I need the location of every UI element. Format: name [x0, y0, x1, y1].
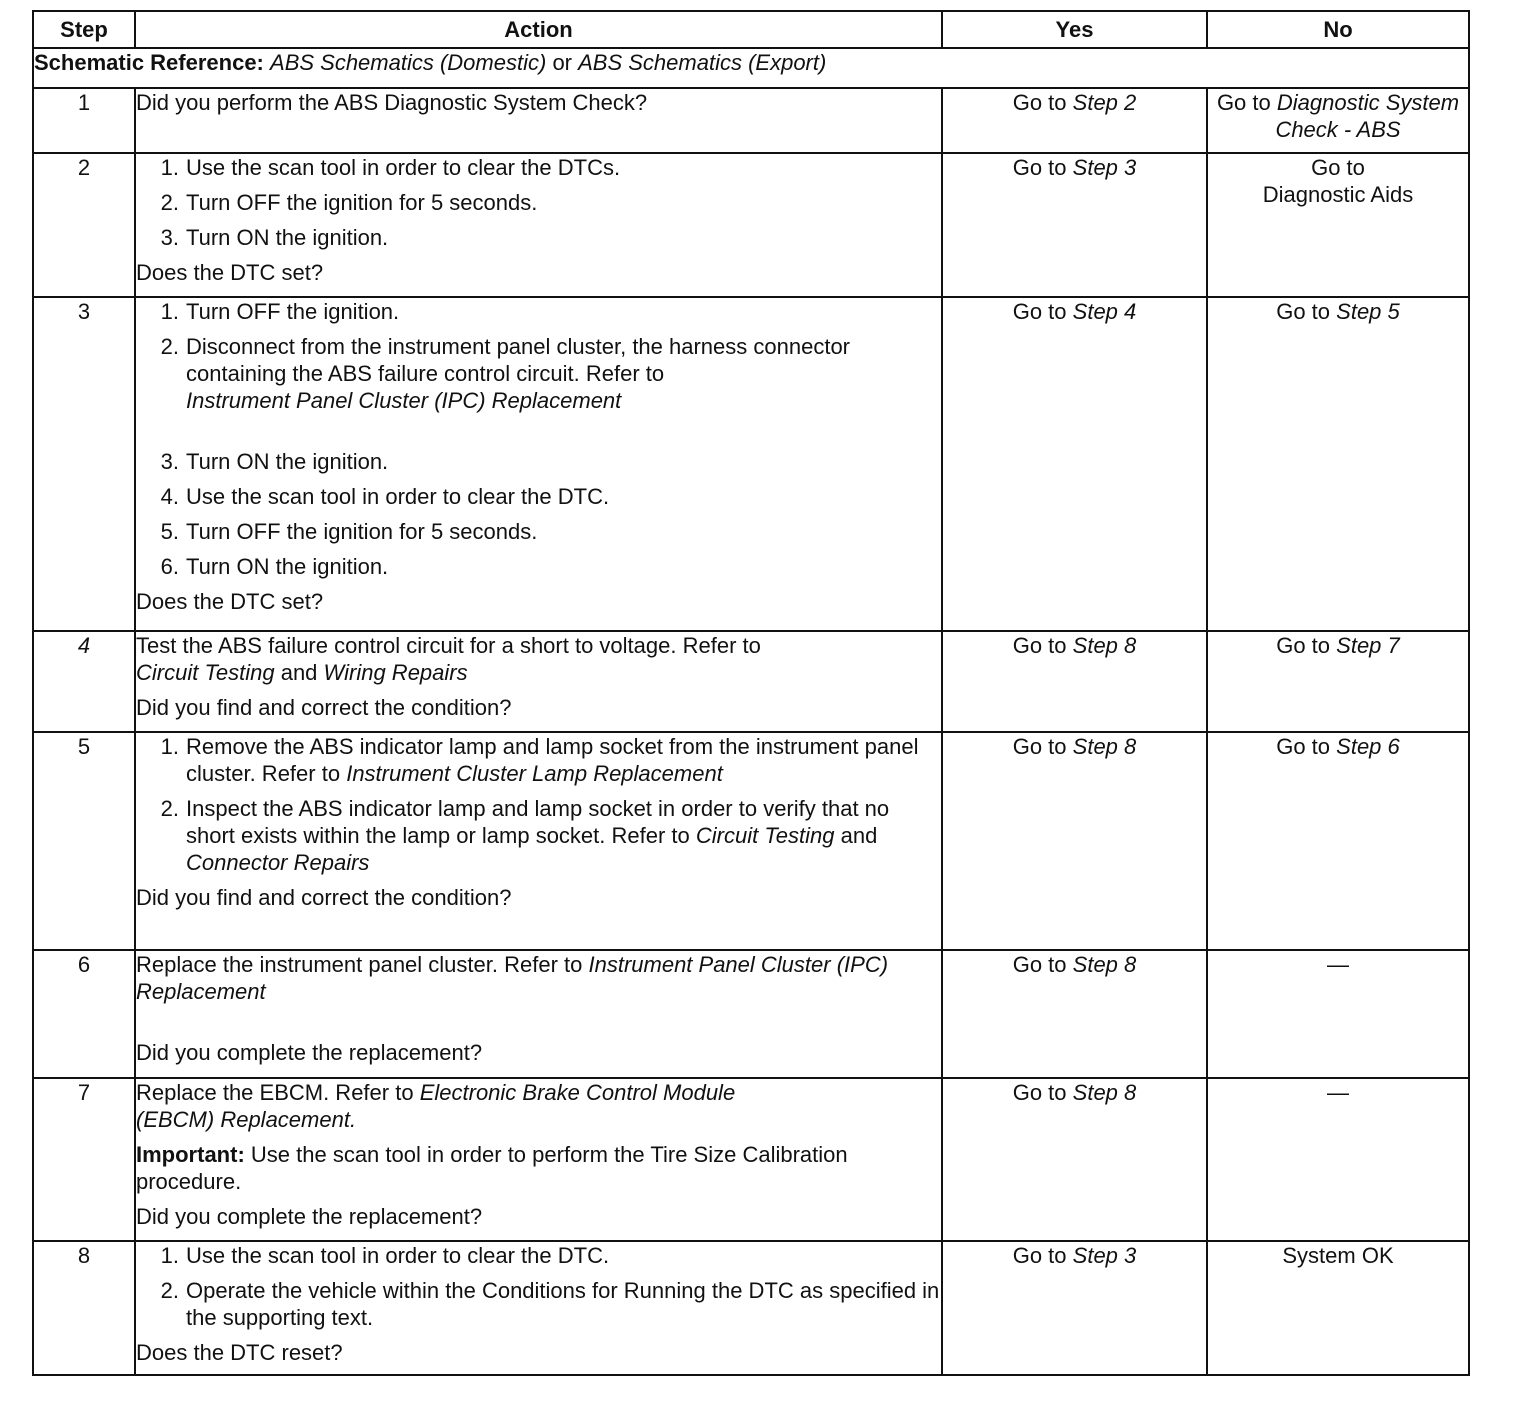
goto-prefix: Go to — [1012, 299, 1067, 324]
goto-link[interactable]: Step 2 — [1072, 90, 1137, 115]
goto-link[interactable]: Diagnostic Aids — [1262, 182, 1414, 207]
conjunction: and — [280, 660, 318, 685]
instruction-list — [136, 154, 941, 251]
reference-or: or — [552, 50, 572, 75]
goto-prefix: Go to — [1012, 734, 1067, 759]
list-item — [136, 553, 941, 580]
goto-prefix: Go to — [1216, 90, 1271, 115]
list-item — [136, 733, 941, 787]
goto-prefix: Go to — [1276, 633, 1331, 658]
list-item — [136, 333, 941, 440]
list-item — [136, 1242, 941, 1269]
list-item — [136, 795, 941, 876]
no-cell — [1207, 297, 1469, 631]
goto-link[interactable]: Step 7 — [1336, 633, 1400, 658]
question: Does the DTC reset? — [136, 1340, 343, 1365]
schematic-reference-label: Schematic Reference: — [34, 50, 264, 75]
step-number: 5 — [33, 732, 135, 950]
list-item — [136, 483, 941, 510]
question: Did you find and correct the condition? — [136, 695, 512, 720]
no-cell: — — [1207, 1078, 1469, 1241]
action-text — [136, 632, 941, 686]
no-cell: — — [1207, 950, 1469, 1078]
no-cell — [1207, 153, 1469, 297]
goto-link[interactable]: Step 5 — [1336, 299, 1400, 324]
item-text: Inspect the ABS indicator lamp and lamp socket in order to verify that no short exists within the lamp or lamp socket. Refer to — [186, 796, 890, 848]
goto-link[interactable]: Step 6 — [1336, 734, 1400, 759]
goto-link[interactable]: Step 8 — [1072, 734, 1137, 759]
action-cell — [135, 1241, 942, 1375]
action-cell — [135, 88, 942, 153]
instruction-text: Replace the instrument panel cluster. Refer to — [136, 952, 583, 977]
table-row — [33, 1241, 1469, 1375]
yes-cell — [942, 1078, 1207, 1241]
yes-cell — [942, 950, 1207, 1078]
yes-cell — [942, 153, 1207, 297]
goto-prefix: Go to — [1012, 633, 1067, 658]
table-row — [33, 631, 1469, 732]
question: Did you complete the replacement? — [136, 1204, 483, 1229]
step-number: 1 — [33, 88, 135, 153]
instruction-text: Test the ABS failure control circuit for a short to voltage. Refer to — [136, 633, 761, 658]
table-row — [33, 297, 1469, 631]
action-cell — [135, 153, 942, 297]
item-number: 3. — [160, 225, 179, 250]
action-cell — [135, 1078, 942, 1241]
step-number: 2 — [33, 153, 135, 297]
item-text: Remove the ABS indicator lamp and lamp socket from the instrument panel cluster. Refer to — [186, 734, 919, 786]
header-no: No — [1207, 11, 1469, 48]
item-text: Turn OFF the ignition for 5 seconds. — [186, 190, 538, 215]
no-cell — [1207, 88, 1469, 153]
table-row — [33, 1078, 1469, 1241]
step-number: 8 — [33, 1241, 135, 1375]
header-action: Action — [135, 11, 942, 48]
schematic-reference — [33, 48, 1469, 88]
conjunction: and — [840, 823, 878, 848]
question: Did you perform the ABS Diagnostic System Check? — [136, 90, 648, 115]
goto-link[interactable]: Step 4 — [1072, 299, 1137, 324]
goto-link[interactable]: Step 3 — [1072, 155, 1137, 180]
instruction-text: Replace the EBCM. Refer to — [136, 1080, 414, 1105]
question: Did you complete the replacement? — [136, 1040, 483, 1065]
list-item — [136, 298, 941, 325]
item-number: 5. — [160, 519, 179, 544]
question: Does the DTC set? — [136, 589, 324, 614]
goto-link[interactable]: Step 8 — [1072, 1080, 1137, 1105]
action-cell — [135, 732, 942, 950]
schematic-reference-row — [33, 48, 1469, 88]
question: Does the DTC set? — [136, 260, 324, 285]
reference-link[interactable]: Electronic Brake Control Module (EBCM) Replacement. — [136, 1080, 736, 1132]
item-text: Operate the vehicle within the Conditions for Running the DTC as specified in the supporting text. — [186, 1278, 940, 1330]
step-number — [33, 631, 135, 732]
important-note — [136, 1141, 856, 1195]
important-text: Use the scan tool in order to perform the Tire Size Calibration procedure. — [136, 1142, 848, 1194]
instruction-list — [136, 298, 941, 580]
question: Did you find and correct the condition? — [136, 885, 512, 910]
no-cell: System OK — [1207, 1241, 1469, 1375]
goto-prefix: Go to — [1012, 155, 1067, 180]
reference-link[interactable]: Instrument Panel Cluster (IPC) Replacement — [186, 388, 622, 413]
item-number: 1. — [160, 734, 179, 759]
item-text: Turn OFF the ignition for 5 seconds. — [186, 519, 538, 544]
reference-link[interactable]: Instrument Panel Cluster (IPC) Replacement — [136, 952, 889, 1004]
action-text — [136, 951, 941, 1005]
item-number: 2. — [160, 190, 179, 215]
item-text: Turn ON the ignition. — [186, 225, 389, 250]
list-item — [136, 518, 941, 545]
schematic-link-domestic[interactable]: ABS Schematics (Domestic) — [270, 50, 547, 75]
reference-link[interactable]: Circuit Testing — [695, 823, 835, 848]
action-cell — [135, 950, 942, 1078]
goto-link[interactable]: Step 8 — [1072, 952, 1137, 977]
item-number: 1. — [160, 1243, 179, 1268]
goto-prefix: Go to — [1012, 1243, 1067, 1268]
item-number: 2. — [160, 1278, 179, 1303]
item-text: Turn ON the ignition. — [186, 449, 389, 474]
item-text: Use the scan tool in order to clear the DTC. — [186, 484, 610, 509]
reference-link[interactable]: Instrument Cluster Lamp Replacement — [346, 761, 723, 786]
action-text — [136, 1079, 756, 1133]
reference-link[interactable]: Connector Repairs — [186, 850, 370, 875]
no-cell — [1207, 732, 1469, 950]
yes-cell — [942, 297, 1207, 631]
important-label: Important: — [136, 1142, 245, 1167]
list-item — [136, 448, 941, 475]
yes-cell — [942, 732, 1207, 950]
yes-cell — [942, 88, 1207, 153]
item-number: 3. — [160, 449, 179, 474]
list-item — [136, 189, 941, 216]
item-text: Turn ON the ignition. — [186, 554, 389, 579]
goto-prefix: Go to — [1012, 952, 1067, 977]
step-number: 6 — [33, 950, 135, 1078]
item-text: Use the scan tool in order to clear the DTC. — [186, 1243, 610, 1268]
item-number: 1. — [160, 299, 179, 324]
yes-cell — [942, 631, 1207, 732]
goto-prefix: Go to — [1012, 1080, 1067, 1105]
schematic-link-export[interactable]: ABS Schematics (Export) — [578, 50, 827, 75]
goto-prefix: Go to — [1276, 299, 1331, 324]
item-number: 2. — [160, 334, 179, 359]
item-text: Disconnect from the instrument panel cluster, the harness connector containing the ABS failure control circuit. Refer to — [186, 334, 851, 386]
list-item — [136, 1277, 941, 1331]
item-number: 6. — [160, 554, 179, 579]
no-cell — [1207, 631, 1469, 732]
header-step: Step — [33, 11, 135, 48]
table-row — [33, 732, 1469, 950]
step-number-text: 4 — [77, 633, 91, 658]
goto-link[interactable]: Diagnostic System Check - ABS — [1275, 90, 1460, 142]
item-text: Use the scan tool in order to clear the DTCs. — [186, 155, 621, 180]
diagnostic-table — [32, 10, 1470, 1376]
list-item — [136, 154, 941, 181]
goto-prefix: Go to — [1276, 734, 1331, 759]
yes-cell — [942, 1241, 1207, 1375]
table-row — [33, 950, 1469, 1078]
list-item — [136, 224, 941, 251]
item-number: 4. — [160, 484, 179, 509]
goto-prefix: Go to — [1311, 155, 1365, 180]
instruction-list — [136, 1242, 941, 1331]
reference-link[interactable]: Wiring Repairs — [323, 660, 468, 685]
header-yes: Yes — [942, 11, 1207, 48]
item-number: 1. — [160, 155, 179, 180]
table-row — [33, 153, 1469, 297]
goto-link[interactable]: Step 8 — [1072, 633, 1137, 658]
action-cell — [135, 297, 942, 631]
action-cell — [135, 631, 942, 732]
reference-link[interactable]: Circuit Testing — [136, 660, 275, 685]
goto-prefix: Go to — [1012, 90, 1067, 115]
item-number: 2. — [160, 796, 179, 821]
step-number: 7 — [33, 1078, 135, 1241]
header-row — [33, 11, 1469, 48]
table-row — [33, 88, 1469, 153]
item-text: Turn OFF the ignition. — [186, 299, 400, 324]
step-number: 3 — [33, 297, 135, 631]
goto-link[interactable]: Step 3 — [1072, 1243, 1137, 1268]
instruction-list — [136, 733, 941, 876]
